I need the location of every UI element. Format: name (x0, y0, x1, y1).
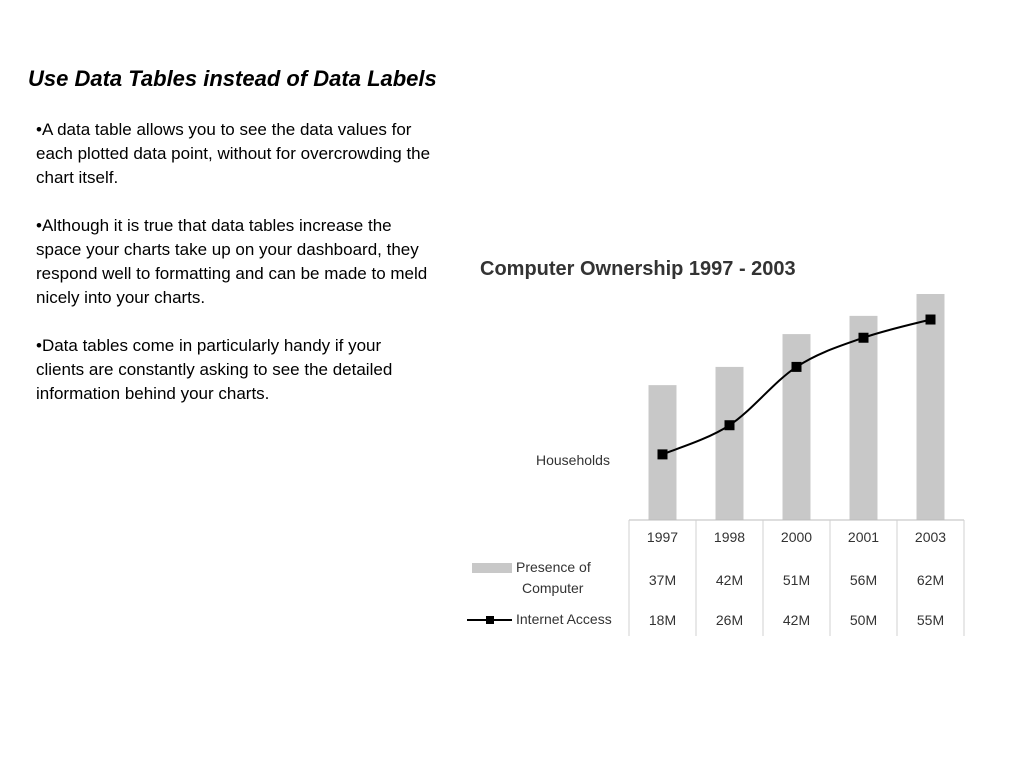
bar-2003 (917, 294, 945, 520)
table-computer-value: 62M (916, 572, 945, 588)
table-internet-value: 26M (715, 612, 744, 628)
table-year-2000: 2000 (780, 529, 813, 545)
table-year-2003: 2003 (914, 529, 947, 545)
bar-2001 (850, 316, 878, 520)
slide-title: Use Data Tables instead of Data Labels (28, 66, 437, 91)
y-axis-label: Households (536, 452, 610, 468)
line-marker-2003 (926, 315, 936, 325)
legend-label-computer-line1: Presence of (516, 559, 591, 575)
table-internet-value: 42M (782, 612, 811, 628)
line-marker-1997 (658, 449, 668, 459)
legend-bar-swatch (472, 563, 512, 573)
line-marker-1998 (725, 420, 735, 430)
line-marker-2001 (859, 333, 869, 343)
table-year-1998: 1998 (713, 529, 746, 545)
legend-label-computer-line2: Computer (522, 580, 584, 596)
table-internet-value: 50M (849, 612, 878, 628)
table-year-2001: 2001 (847, 529, 880, 545)
table-computer-value: 37M (648, 572, 677, 588)
bullet-item: •Data tables come in particularly handy if your clients are constantly asking to see the detailed information behind your charts. (36, 336, 393, 403)
bullet-item: •Although it is true that data tables increase the space your charts take up on your dashboard, they respond well to formatting and can be made to meld nicely into your charts. (36, 216, 428, 307)
line-marker-2000 (792, 362, 802, 372)
legend-label-internet: Internet Access (516, 611, 612, 627)
bar-1998 (716, 367, 744, 520)
table-computer-value: 56M (849, 572, 878, 588)
table-computer-value: 42M (715, 572, 744, 588)
table-internet-value: 55M (916, 612, 945, 628)
chart-title: Computer Ownership 1997 - 2003 (480, 258, 796, 280)
table-year-1997: 1997 (646, 529, 679, 545)
table-computer-value: 51M (782, 572, 811, 588)
bullet-item: •A data table allows you to see the data values for each plotted data point, without for overcrowding the chart itself. (36, 120, 431, 187)
table-internet-value: 18M (648, 612, 677, 628)
legend-marker-swatch (486, 616, 494, 624)
